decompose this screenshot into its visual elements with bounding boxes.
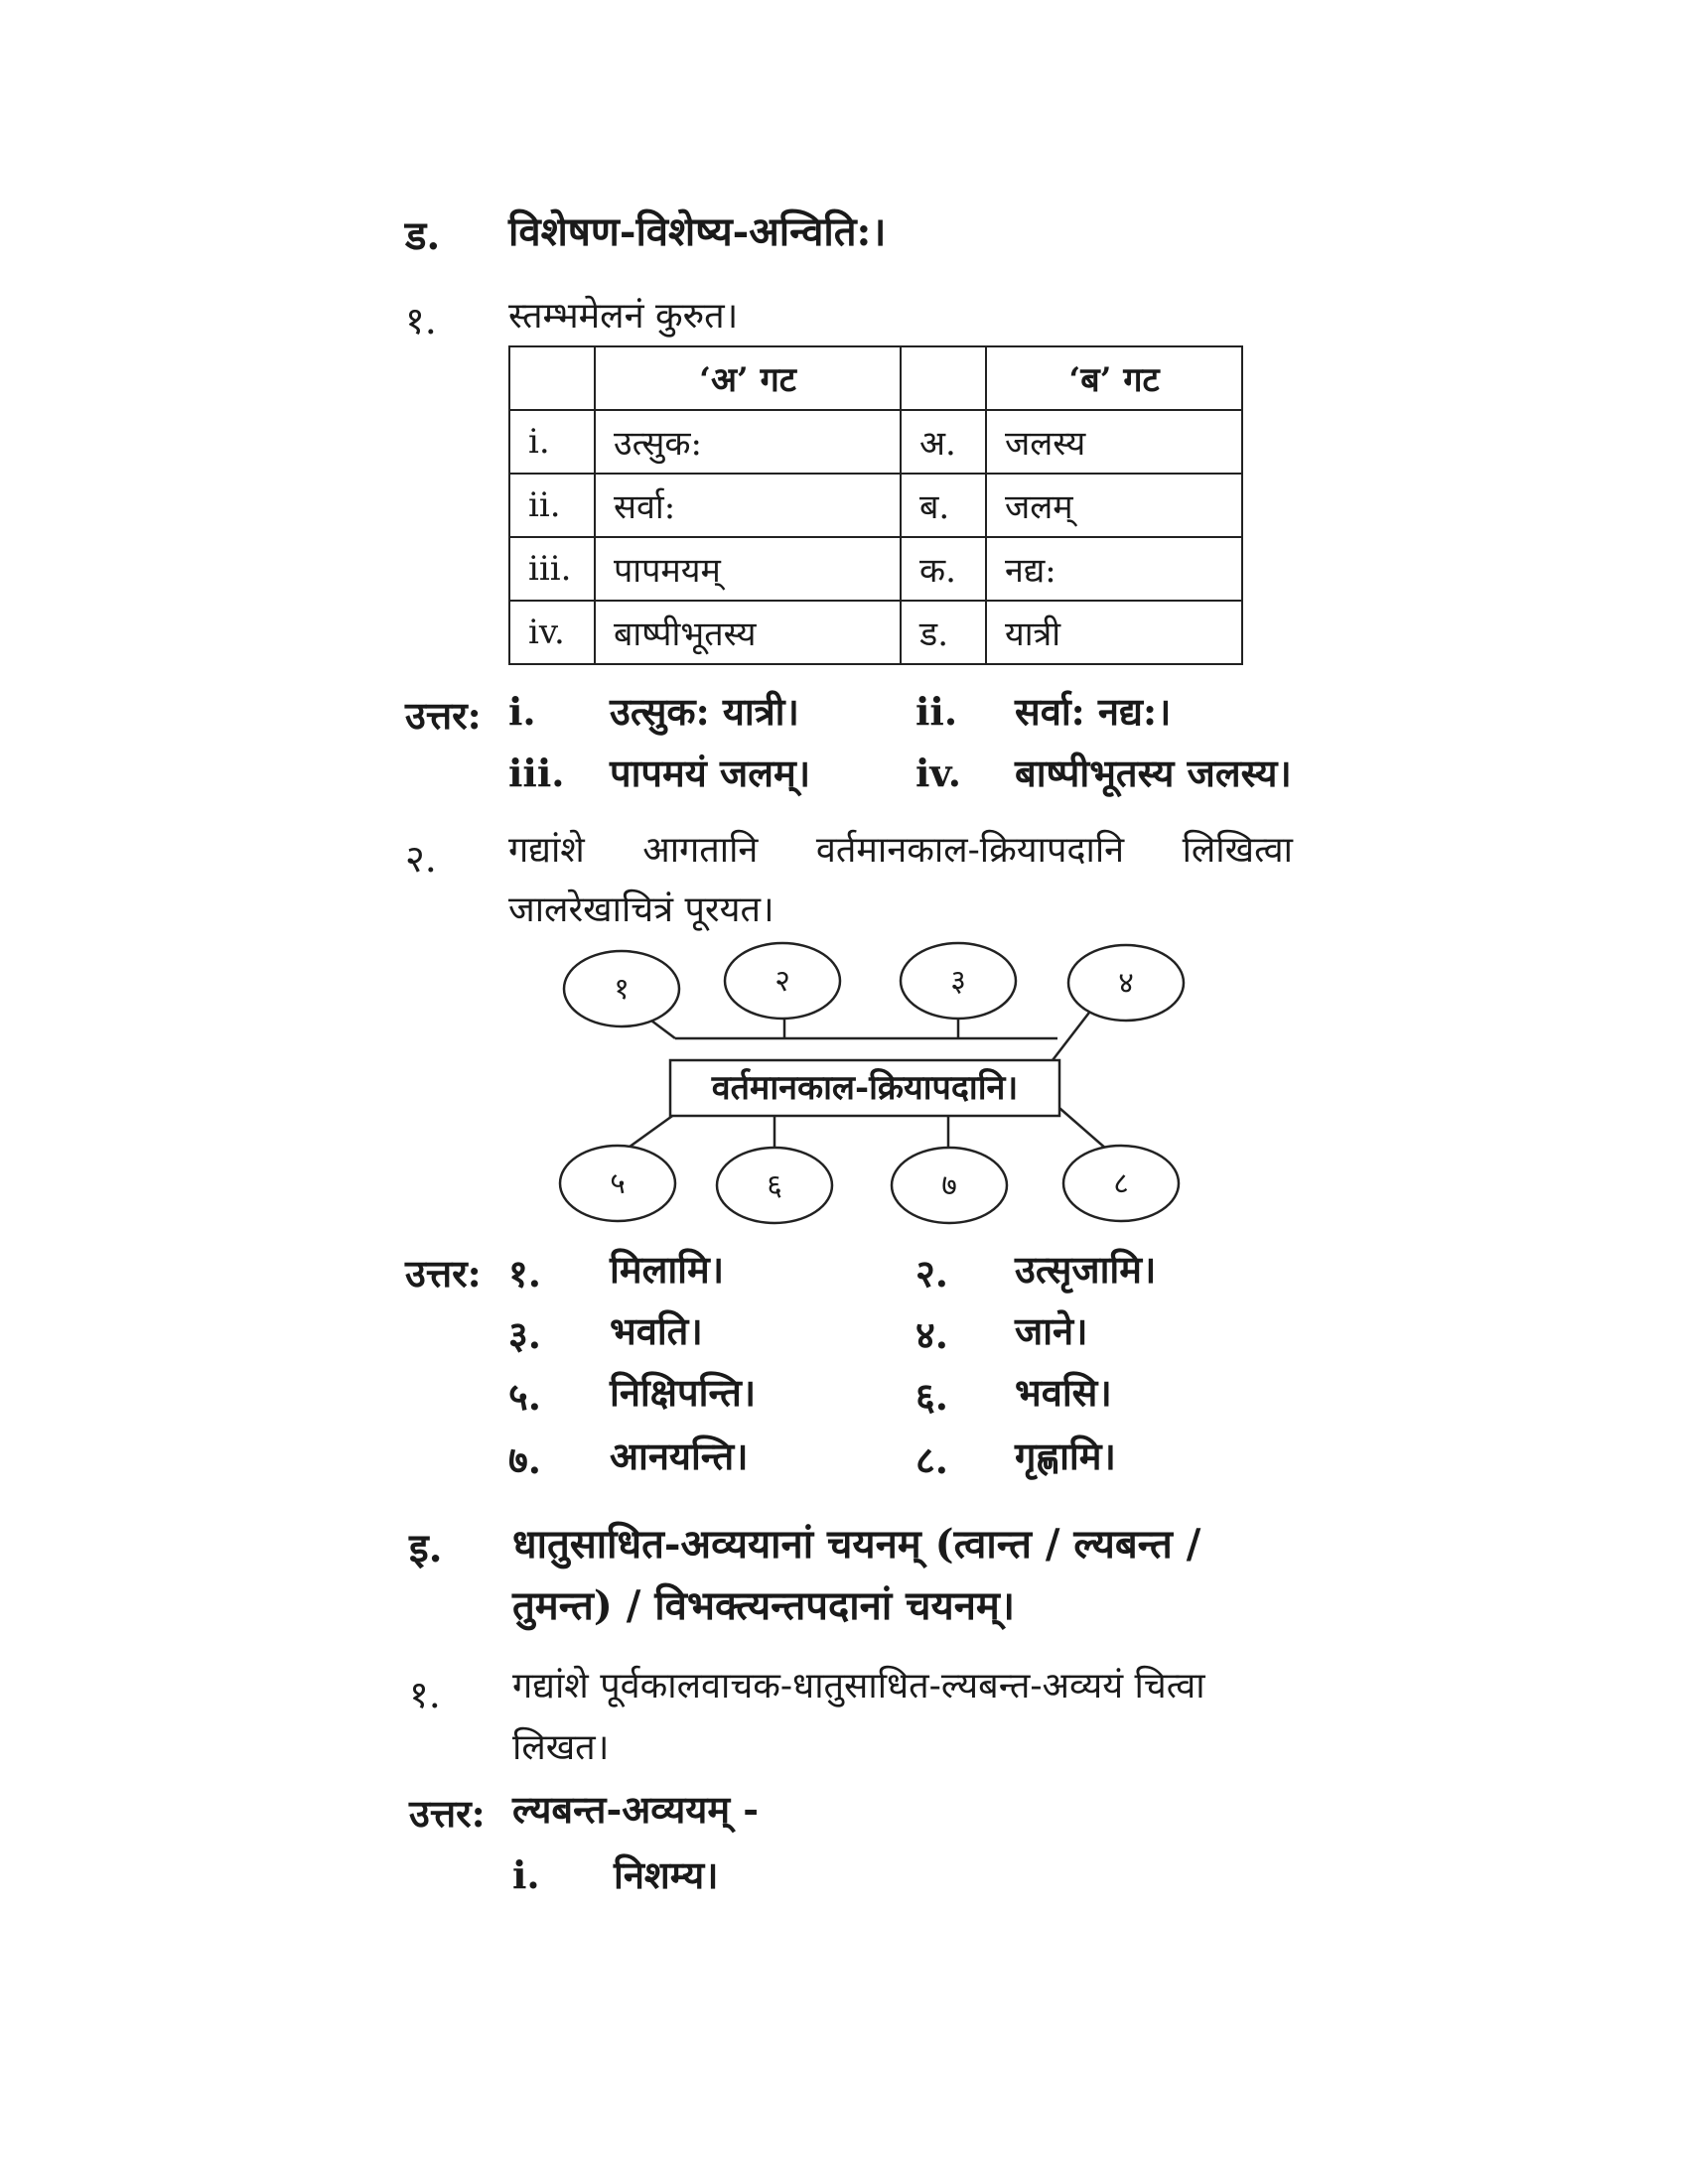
row-number-a: ii. [509, 474, 595, 537]
table-row [509, 537, 1242, 601]
question-number: १. [409, 1673, 441, 1716]
section-letter: इ. [409, 1525, 443, 1571]
word-b: यात्री [986, 601, 1242, 664]
question-instruction-line2: जालरेखाचित्रं पूरयत। [508, 889, 774, 930]
word-b: जलम् [986, 474, 1242, 537]
column-b-header: ‘ब’ गट [986, 346, 1242, 410]
answer-number: ४. [915, 1312, 948, 1357]
answer-number: ii. [915, 689, 958, 734]
answer-text: जाने। [1015, 1308, 1088, 1353]
table-row [509, 601, 1242, 664]
answer-text: भवति। [610, 1308, 703, 1353]
answer-label: उत्तर: [405, 1251, 482, 1296]
web-node-label: ७ [941, 1168, 957, 1203]
word-a: उत्सुक: [595, 410, 901, 474]
section-title: विशेषण-विशेष्य-अन्विति:। [508, 208, 887, 255]
answer-number: ८. [915, 1437, 948, 1482]
answer-number: i. [512, 1852, 540, 1897]
row-number-a: iv. [509, 601, 595, 664]
row-number-b: क. [901, 537, 986, 601]
section-title-line1: धातुसाधित-अव्ययानां चयनम् (त्वान्त / ल्यबन्त / [512, 1521, 1201, 1568]
answer-text: निशम्य। [614, 1852, 719, 1897]
answer-heading: ल्यबन्त-अव्ययम् - [512, 1787, 760, 1832]
web-diagram [536, 933, 1211, 1251]
answer-number: iv. [915, 751, 961, 795]
row-number-b: अ. [901, 410, 986, 474]
question-instruction: स्तम्भमेलनं कुरुत। [508, 296, 739, 337]
question-number: १. [405, 299, 437, 342]
answer-text: सर्वा: नद्य:। [1015, 689, 1172, 734]
column-a-header: ‘अ’ गट [595, 346, 901, 410]
answer-text: बाष्पीभूतस्य जलस्य। [1015, 751, 1292, 795]
answer-number: i. [508, 689, 536, 734]
section-letter: ड. [405, 212, 441, 259]
answer-text: आनयन्ति। [610, 1433, 749, 1478]
answer-number: ७. [508, 1437, 541, 1482]
connector-line [1053, 1009, 1092, 1060]
question-instruction-line1: गद्यांशे आगतानि वर्तमानकाल-क्रियापदानि लिखित्वा [508, 830, 1293, 871]
answer-label: उत्तर: [409, 1791, 486, 1836]
answer-number: ३. [508, 1312, 541, 1357]
web-node-label: १ [614, 972, 630, 1007]
web-node-label: ८ [1113, 1166, 1129, 1201]
answer-text: पापमयं जलम्। [610, 751, 811, 795]
word-b: नद्य: [986, 537, 1242, 601]
row-number-b: ड. [901, 601, 986, 664]
answer-number: iii. [508, 751, 565, 795]
answer-text: मिलामि। [610, 1247, 725, 1292]
answer-text: निक्षिपन्ति। [610, 1370, 757, 1415]
web-node-label: ४ [1118, 966, 1134, 1001]
word-b: जलस्य [986, 410, 1242, 474]
table-row [509, 474, 1242, 537]
section-title-line2: तुमन्त) / विभक्त्यन्तपदानां चयनम्। [512, 1582, 1015, 1629]
answer-text: गृह्णामि। [1015, 1433, 1116, 1478]
question-instruction-line1: गद्यांशे पूर्वकालवाचक-धातुसाधित-ल्यबन्त-अव्ययं चित्वा [512, 1666, 1205, 1706]
answer-text: भवसि। [1015, 1370, 1112, 1415]
table-header-row [509, 346, 1242, 410]
answer-label: उत्तर: [405, 693, 482, 738]
word-a: पापमयम् [595, 537, 901, 601]
word-a: सर्वा: [595, 474, 901, 537]
question-number: २. [405, 837, 437, 881]
row-number-b: ब. [901, 474, 986, 537]
word-a: बाष्पीभूतस्य [595, 601, 901, 664]
web-node-label: ५ [610, 1166, 626, 1201]
answer-number: ५. [508, 1374, 541, 1419]
answer-number: १. [508, 1251, 541, 1296]
answer-text: उत्सृजामि। [1015, 1247, 1157, 1292]
question-instruction-line2: लिखत। [512, 1727, 610, 1768]
table-row [509, 410, 1242, 474]
matching-table [508, 345, 1243, 665]
web-node-label: २ [774, 964, 790, 999]
answer-number: ६. [915, 1374, 948, 1419]
center-box-label: वर्तमानकाल-क्रियापदानि। [711, 1068, 1019, 1108]
row-number-a: i. [509, 410, 595, 474]
row-number-a: iii. [509, 537, 595, 601]
answer-text: उत्सुक: यात्री। [610, 689, 799, 734]
web-node-label: ६ [767, 1168, 782, 1203]
answer-number: २. [915, 1251, 948, 1296]
connector-line [626, 1114, 675, 1150]
web-node-label: ३ [950, 964, 966, 999]
